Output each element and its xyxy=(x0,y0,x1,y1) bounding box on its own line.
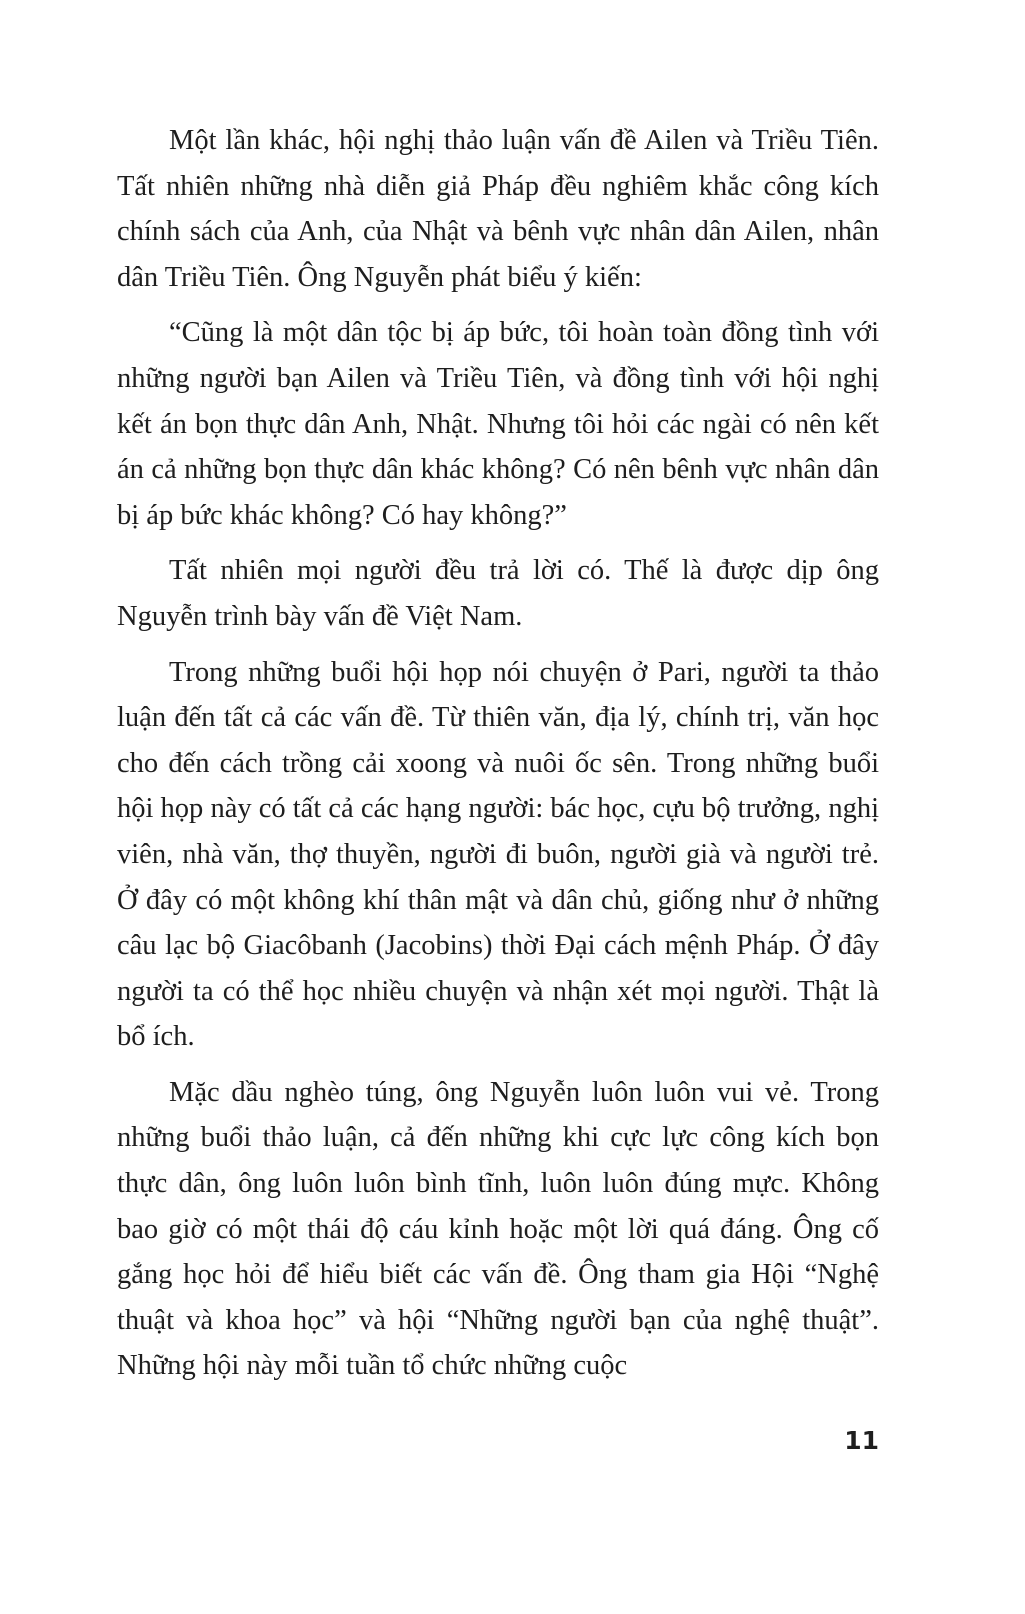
paragraph-1: Một lần khác, hội nghị thảo luận vấn đề Ailen và Triều Tiên. Tất nhiên những nhà diễn giả Pháp đều nghiêm khắc công kích chính sách của Anh, của Nhật và bênh vực nhân dân Ailen, nhân dân Triều Tiên. Ông Nguyễn phát biểu ý kiến: xyxy=(117,125,879,293)
page-number: 11 xyxy=(844,1426,879,1455)
paragraph-3: Tất nhiên mọi người đều trả lời có. Thế là được dịp ông Nguyễn trình bày vấn đề Việt Nam. xyxy=(117,555,879,632)
body-text xyxy=(117,118,879,1399)
paragraph-2-quote: “Cũng là một dân tộc bị áp bức, tôi hoàn toàn đồng tình với những người bạn Ailen và Triều Tiên, và đồng tình với hội nghị kết án bọn thực dân Anh, Nhật. Nhưng tôi hỏi các ngài có nên kết án cả những bọn thực dân khác không? Có nên bênh vực nhân dân bị áp bức khác không? Có hay không?” xyxy=(117,317,879,531)
paragraph-5: Mặc dầu nghèo túng, ông Nguyễn luôn luôn vui vẻ. Trong những buổi thảo luận, cả đến những khi cực lực công kích bọn thực dân, ông luôn luôn bình tĩnh, luôn luôn đúng mực. Không bao giờ có một thái độ cáu kỉnh hoặc một lời quá đáng. Ông cố gắng học hỏi để hiểu biết các vấn đề. Ông tham gia Hội “Nghệ thuật và khoa học” và hội “Những người bạn của nghệ thuật”. Những hội này mỗi tuần tổ chức những cuộc xyxy=(117,1076,879,1382)
paragraph-4: Trong những buổi hội họp nói chuyện ở Pari, người ta thảo luận đến tất cả các vấn đề. Từ thiên văn, địa lý, chính trị, văn học cho đến cách trồng cải xoong và nuôi ốc sên. Trong những buổi hội họp này có tất cả các hạng người: bác học, cựu bộ trưởng, nghị viên, nhà văn, thợ thuyền, người đi buôn, người già và người trẻ. Ở đây có một không khí thân mật và dân chủ, giống như ở những câu lạc bộ Giacôbanh (Jacobins) thời Đại cách mệnh Pháp. Ở đây người ta có thể học nhiều chuyện và nhận xét mọi người. Thật là bổ ích. xyxy=(117,656,879,1053)
